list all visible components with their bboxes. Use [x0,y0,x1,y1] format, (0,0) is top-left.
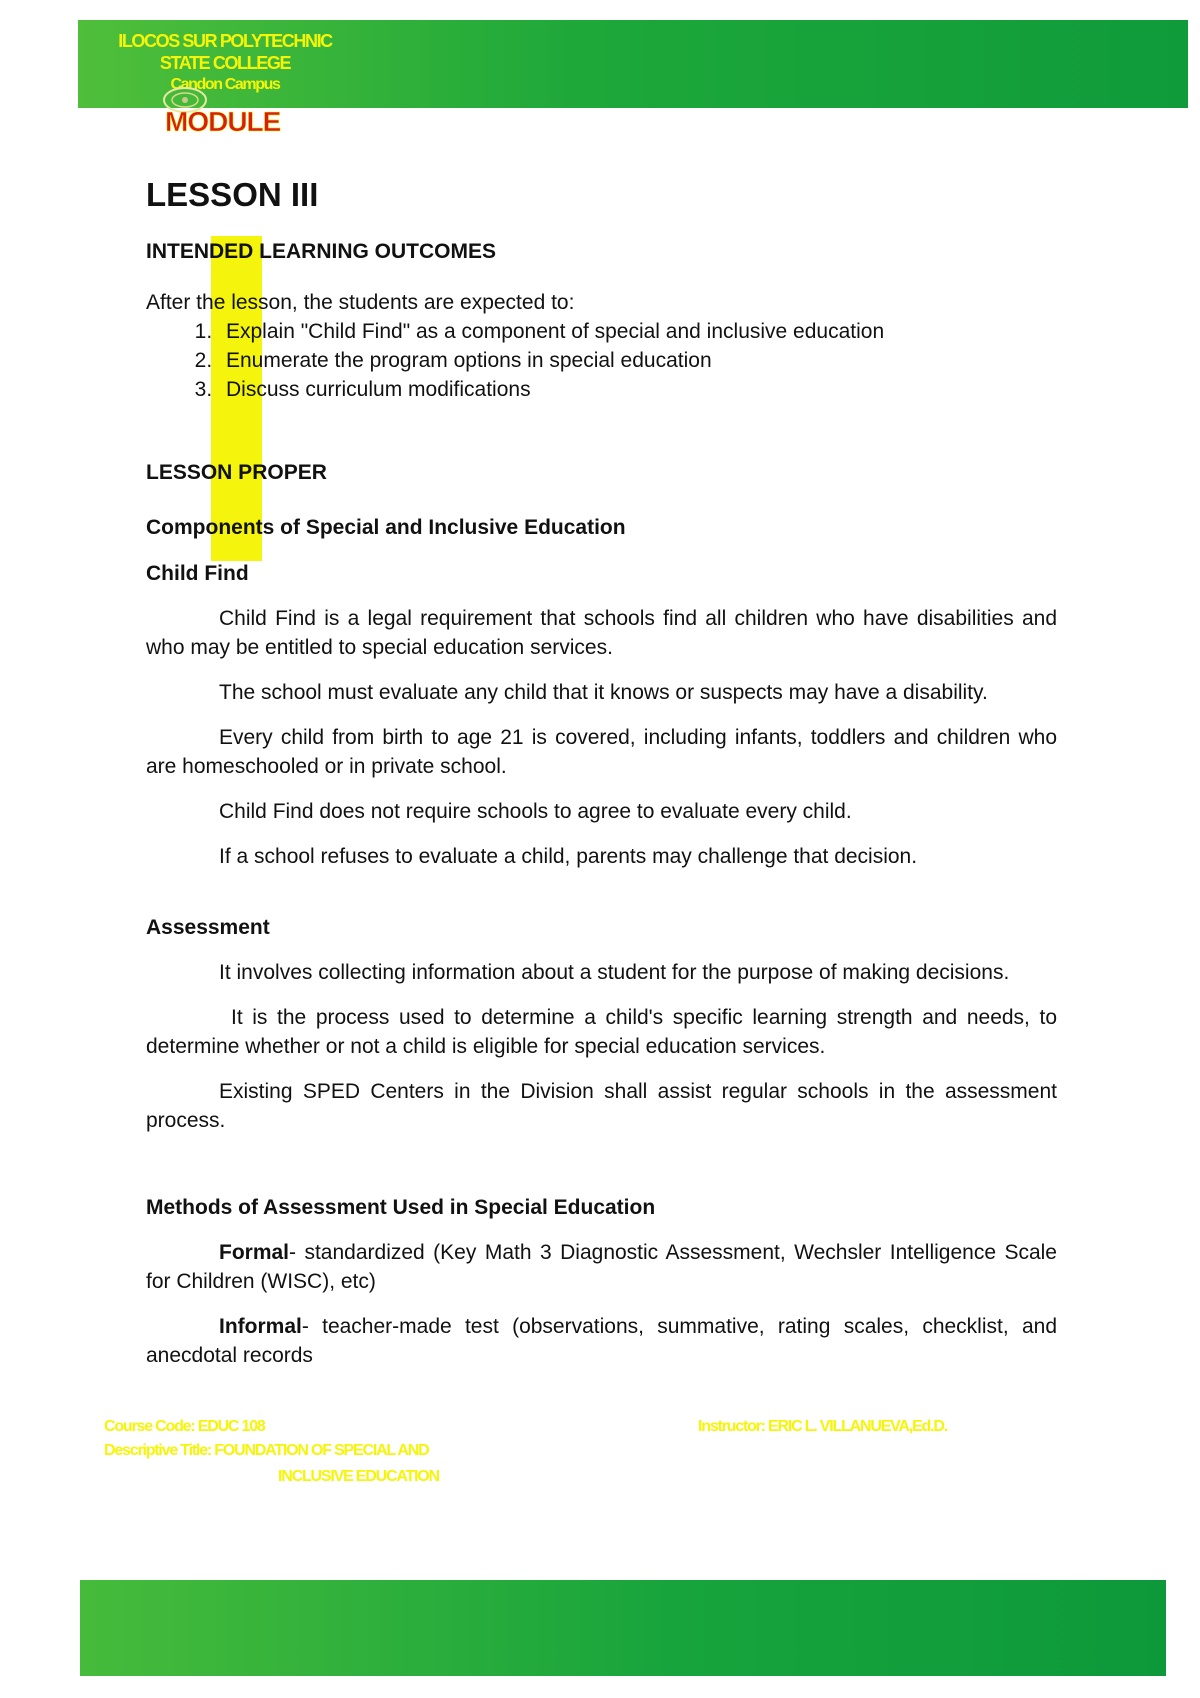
module-label: MODULE [165,106,281,137]
course-code: Course Code: EDUC 108 [104,1418,265,1435]
child-find-paragraph: Child Find is a legal requirement that schools find all children who have disabilities and who may be entitled to special education services. [146,607,1057,659]
method-description: - standardized (Key Math 3 Diagnostic Assessment, Wechsler Intelligence Scale for Children (WISC), etc) [146,1241,1057,1293]
descriptive-title-cont: INCLUSIVE EDUCATION [278,1468,439,1485]
outcomes-intro: After the lesson, the students are expected to: [146,291,575,314]
college-name-line1: ILOCOS SUR POLYTECHNIC [118,31,332,51]
campus-name: Candon Campus [170,76,280,93]
college-name [100,30,350,96]
child-find-paragraph: If a school refuses to evaluate a child, parents may challenge that decision. [219,845,918,868]
child-find-paragraph: Child Find does not require schools to agree to evaluate every child. [219,800,852,823]
method-description: - teacher-made test (observations, summative, rating scales, checklist, and anecdotal records [146,1315,1057,1367]
outcomes-heading: INTENDED LEARNING OUTCOMES [146,240,497,263]
method-item-formal [146,1238,1057,1296]
descriptive-title: Descriptive Title: FOUNDATION OF SPECIAL AND [104,1442,429,1459]
child-find-paragraph: Every child from birth to age 21 is covered, including infants, toddlers and children who are homeschooled or in private school. [146,726,1057,778]
list-item: 2. Enumerate the program options in special education [218,346,1057,375]
college-name-line2: STATE COLLEGE [159,53,291,73]
method-item-informal [146,1312,1057,1370]
assessment-paragraph: Existing SPED Centers in the Division shall assist regular schools in the assessment process. [146,1080,1057,1132]
method-term: Formal [219,1241,290,1264]
components-heading: Components of Special and Inclusive Education [146,516,626,539]
instructor-name: Instructor: ERIC L. VILLANUEVA,Ed.D. [698,1418,947,1435]
child-find-heading: Child Find [146,562,249,585]
list-item: 3. Discuss curriculum modifications [218,375,1057,404]
lesson-title: LESSON III [146,176,319,213]
list-item: 1. Explain "Child Find" as a component of special and inclusive education [218,317,1057,346]
assessment-heading: Assessment [146,916,270,939]
assessment-paragraph: It is the process used to determine a child's specific learning strength and needs, to determine whether or not a child is eligible for special education services. [146,1006,1057,1058]
method-term: Informal [219,1315,302,1338]
outcomes-list [146,317,1057,404]
footer-band [80,1580,1166,1676]
lesson-proper-heading: LESSON PROPER [146,461,327,484]
assessment-paragraph: It involves collecting information about a student for the purpose of making decisions. [219,961,1010,984]
child-find-paragraph: The school must evaluate any child that it knows or suspects may have a disability. [219,681,988,704]
methods-heading: Methods of Assessment Used in Special Education [146,1196,656,1219]
lesson-content [146,175,1057,1370]
